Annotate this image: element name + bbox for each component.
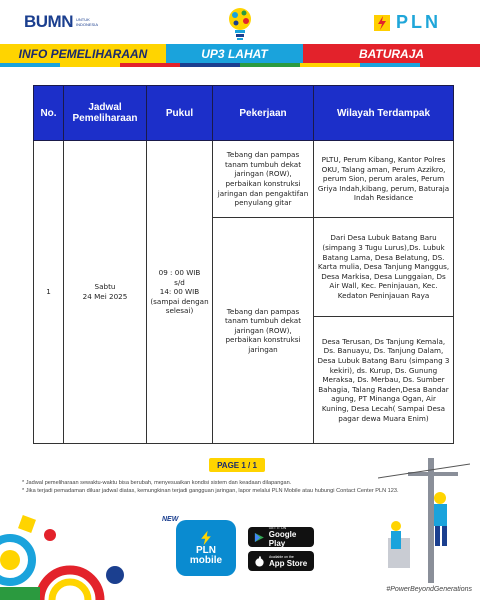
header-pukul: Pukul [147,86,213,141]
pln-logo [374,12,441,33]
bumn-logo-text: BUMN [24,12,73,31]
google-play-small-text: GET IT ON [268,526,287,530]
cell-wilayah-2: Dari Desa Lubuk Batang Baru (simpang 3 Tugu Lurus),Ds. Lubuk Batang Lama, Desa Belatung, DS. Karta mulia, Desa Tanjung Manggus, Desa Markisa, Desa Lunggaian, Ds Air Wall, Kec. Peninjauan, Kec. Kedaton Peninjauan Raya [314,218,454,317]
maintenance-table [33,85,454,444]
header-wilayah: Wilayah Terdampak [314,86,454,141]
cell-pekerjaan-2: Tebang dan pampas tanam tumbuh dekat jaringan (ROW), perbaikan konstruksi jaringan [213,218,314,444]
note-2: * Jika terjadi pemadaman diluar jadwal diatas, kemungkinan terjadi gangguan jaringan, lapor melalui PLN Mobile atau hubungi Contact Center PLN 123. [22,488,399,494]
note-1: * Jadwal pemeliharaan sewaktu-waktu bisa berubah, menyesuaikan kondisi sistem dan keadaan dilapangan. [22,480,292,486]
band-title-unit: UP3 LAHAT [166,44,303,63]
lineman-illustration [378,458,470,583]
pukul-end: 14: 00 WIB [159,287,200,297]
table-row [34,141,454,218]
decorative-stripe [0,63,480,67]
app-name-line-1: PLN [196,545,216,556]
google-play-icon [254,532,265,543]
band-title-info: INFO PEMELIHARAAN [0,44,166,63]
cell-wilayah-3: Desa Terusan, Ds Tanjung Kemala, Ds. Banuayu, Ds. Tanjung Dalam, Desa Lubuk Batang Baru (simpang 3 kekiri), ds. Kurup, Ds. Gunung Meraksa, Ds. Merbau, Ds. Sumber Bahagia, Talang Raden,Desa Bandar agung, PT Minanga Ogan, Air Kuning, Desa Lecah( Sampai Desa pagar dewa Muara Enim) [314,317,454,444]
table-header-row [34,86,454,141]
app-store-small-text: Available on the [269,554,294,559]
new-label: NEW [162,516,179,523]
app-store-button[interactable] [248,551,314,571]
bumn-logo-subtext: UNTUK INDONESIA [76,17,99,27]
pukul-sd: s/d [174,277,185,287]
header-pekerjaan: Pekerjaan [213,86,314,141]
band-title-area: BATURAJA [303,44,480,63]
pln-mobile-app-icon[interactable] [176,520,236,576]
google-play-big-text: Google Play [268,530,297,548]
header-jadwal: Jadwal Pemeliharaan [64,86,147,141]
lightbulb-icon [220,3,260,43]
footer-notes [22,479,422,495]
cell-wilayah-1: PLTU, Perum Kibang, Kantor Polres OKU, Talang aman, Perum Azzikro, perum Sion, perum arales, Perum Griya Indah,kibang, perum, Baturaja Indah Residance [314,141,454,218]
decorative-pattern [0,505,130,600]
pln-bolt-icon [374,15,390,31]
apple-icon [254,556,265,567]
bolt-icon [198,530,214,546]
app-name-line-2: mobile [189,555,223,566]
pukul-start: 09 : 00 WIB [158,268,201,278]
bumn-logo [24,12,104,32]
jadwal-day: Sabtu [94,282,116,292]
campaign-hashtag: #PowerBeyondGenerations [386,586,472,593]
google-play-button[interactable] [248,527,314,547]
cell-jadwal [64,141,147,444]
title-band [0,44,480,63]
app-store-big-text: App Store [269,558,308,568]
top-header [0,0,480,44]
jadwal-date: 24 Mei 2025 [82,292,128,301]
page-indicator: PAGE 1 / 1 [209,458,265,472]
cell-no: 1 [34,141,64,444]
cell-pekerjaan-1: Tebang dan pampas tanam tumbuh dekat jaringan (ROW), perbaikan konstruksi jaringan dan pengaktifan penyulang gitar [213,141,314,218]
pukul-note: (sampai dengan selesai) [150,296,209,316]
pln-logo-text: PLN [396,12,441,32]
header-no: No. [34,86,64,141]
cell-pukul [147,141,213,444]
